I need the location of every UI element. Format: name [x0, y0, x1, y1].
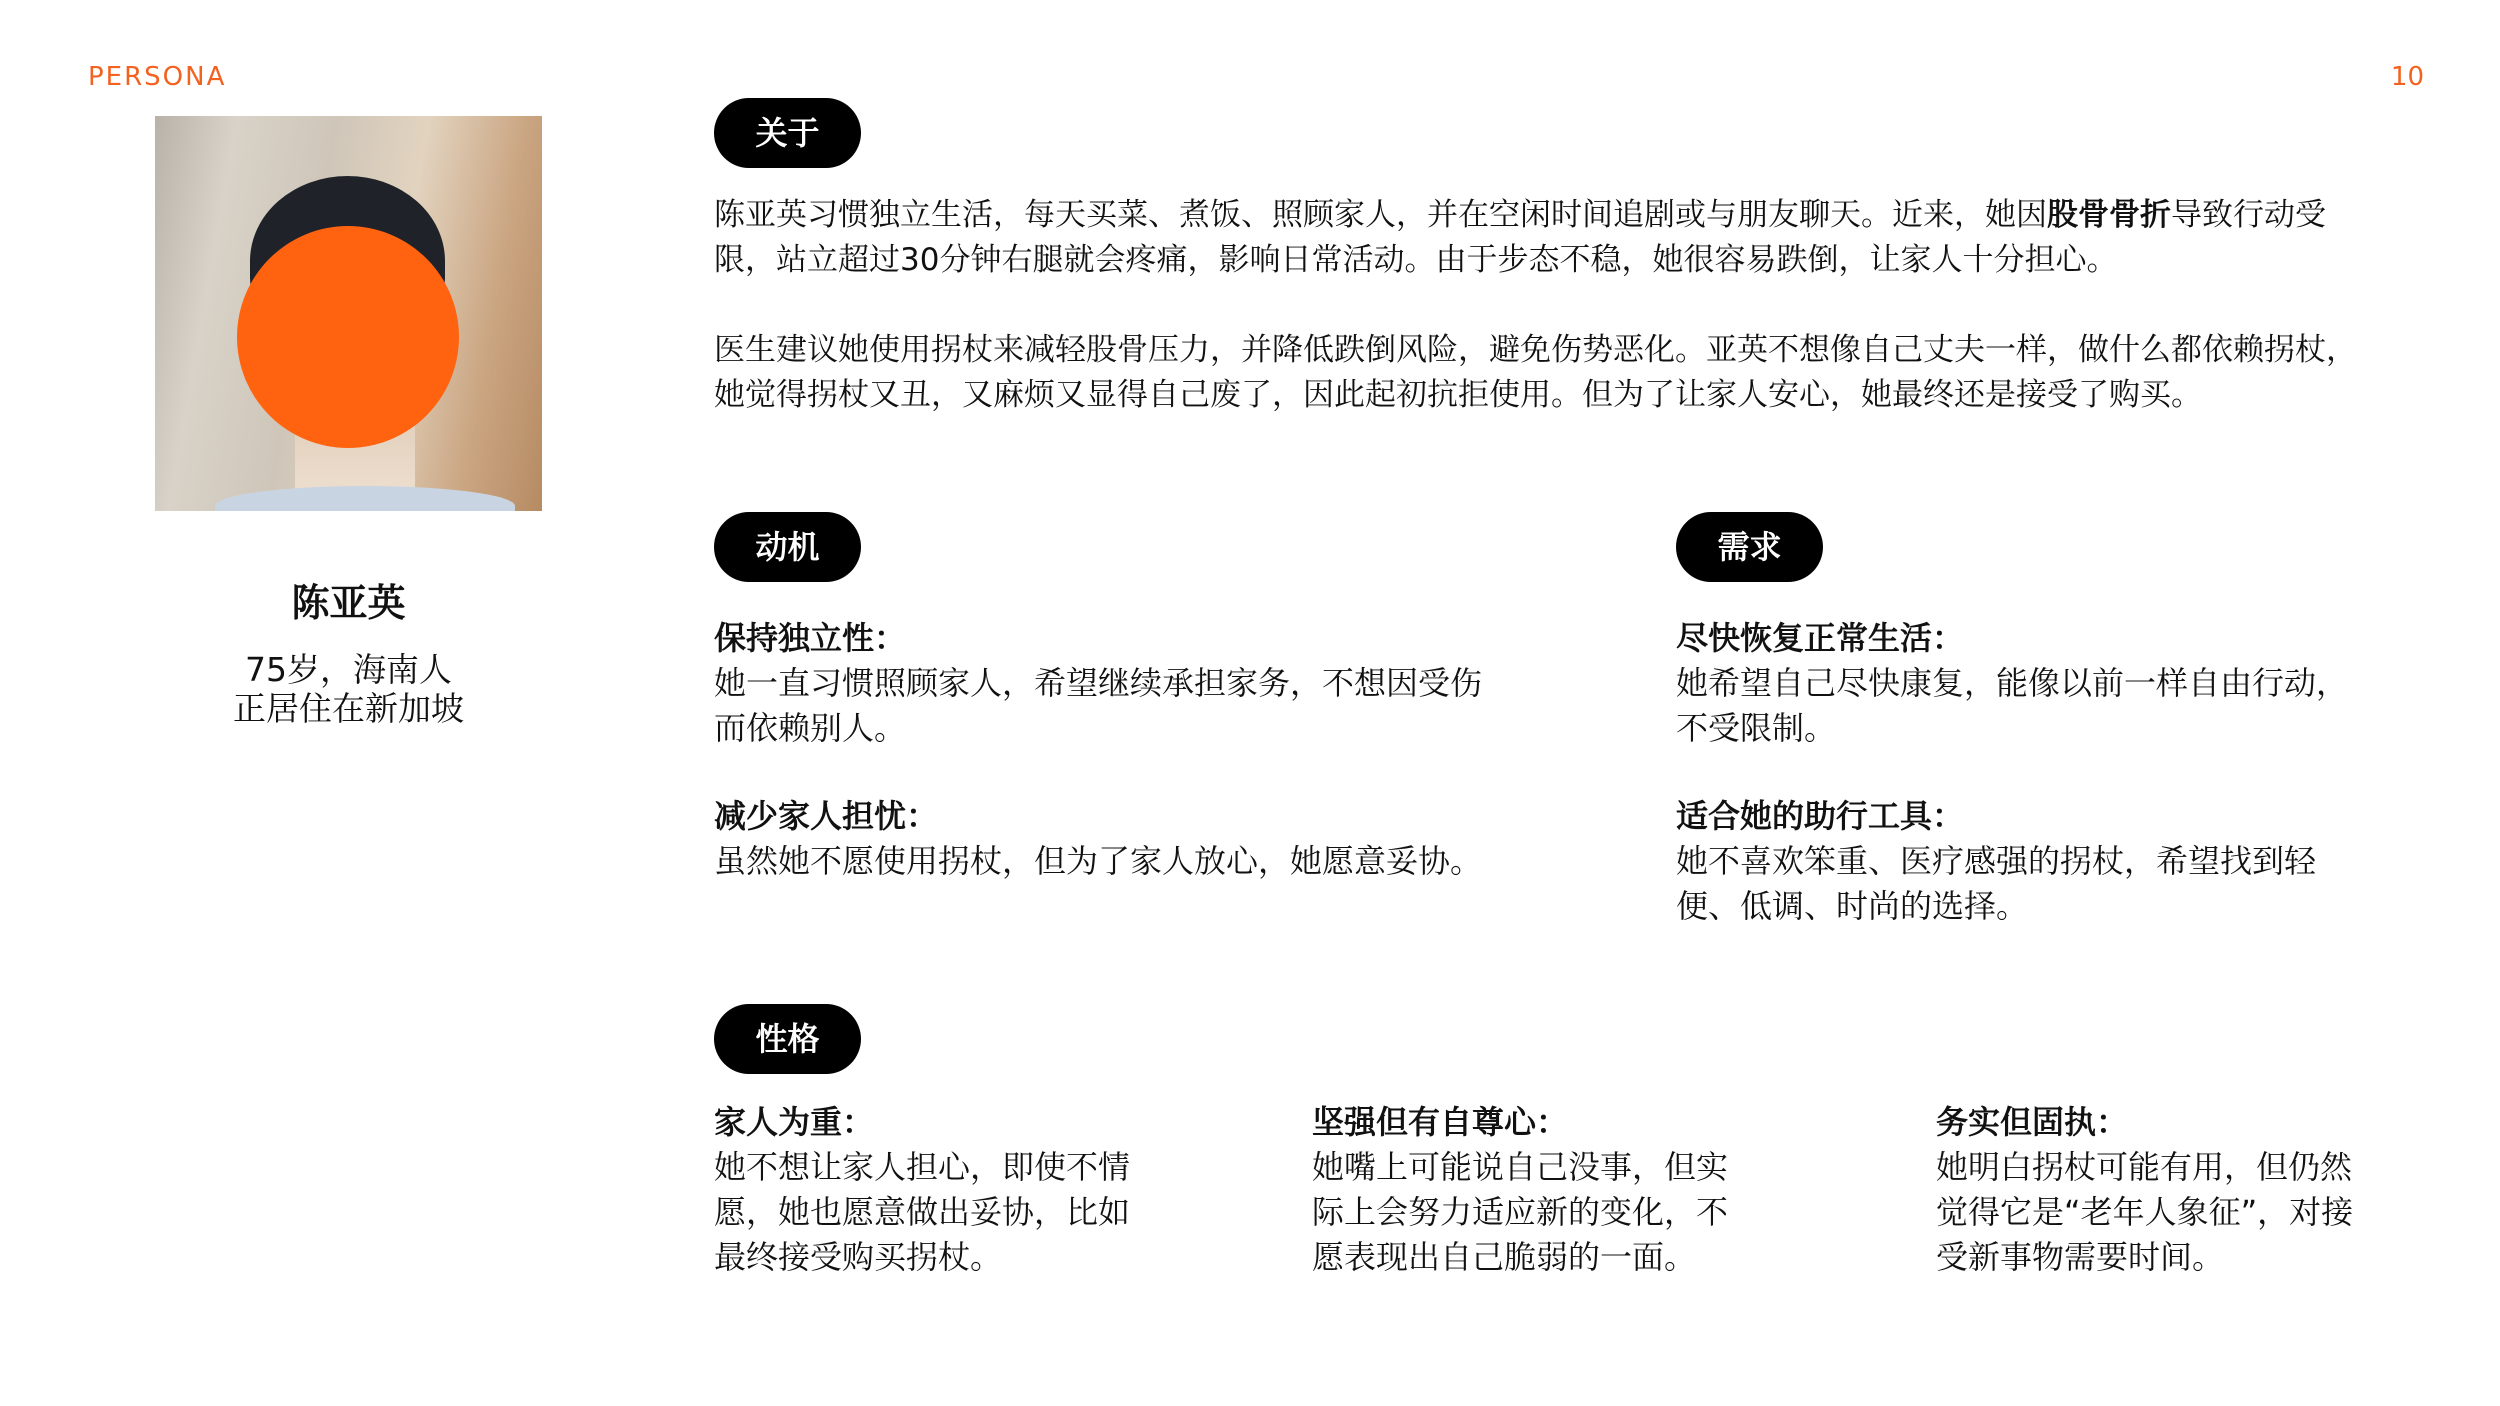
section-pill-personality: 性格 — [714, 1004, 861, 1074]
page-number: 10 — [2390, 62, 2424, 92]
personality-item-title: 坚强但有自尊心： — [1312, 1103, 1569, 1141]
personality-item — [1936, 1100, 2356, 1280]
motivation-item-body: 她一直习惯照顾家人，希望继续承担家务，不想因受伤而依赖别人。 — [714, 664, 1483, 747]
needs-item-title: 尽快恢复正常生活： — [1676, 619, 1965, 657]
motivation-item-title: 减少家人担忧： — [714, 797, 939, 835]
section-pill-needs: 需求 — [1676, 512, 1823, 582]
photo-shoulder — [215, 486, 515, 511]
about-paragraph-1: 陈亚英习惯独立生活，每天买菜、煮饭、照顾家人，并在空闲时间追剧或与朋友聊天。近来，她因股骨骨折导致行动受限，站立超过30分钟右腿就会疼痛，影响日常活动。由于步态不稳，她很容易跌倒，让家人十分担心。 — [714, 197, 2326, 278]
needs-item — [1676, 616, 2376, 751]
section-pill-about: 关于 — [714, 98, 861, 168]
persona-residence: 正居住在新加坡 — [233, 689, 464, 728]
face-mask-circle — [237, 226, 459, 448]
personality-item-body: 她嘴上可能说自己没事，但实际上会努力适应新的变化，不愿表现出自己脆弱的一面。 — [1312, 1148, 1729, 1276]
section-pill-motivation: 动机 — [714, 512, 861, 582]
needs-item-body: 她希望自己尽快康复，能像以前一样自由行动，不受限制。 — [1676, 664, 2349, 747]
needs-item-body: 她不喜欢笨重、医疗感强的拐杖，希望找到轻便、低调、时尚的选择。 — [1676, 842, 2317, 925]
needs-item-title: 适合她的助行工具： — [1676, 797, 1965, 835]
persona-photo — [155, 116, 542, 511]
personality-item — [1312, 1100, 1732, 1280]
personality-item-title: 家人为重： — [714, 1103, 875, 1141]
header-label: PERSONA — [88, 62, 227, 92]
about-paragraph-2: 医生建议她使用拐杖来减轻股骨压力，并降低跌倒风险，避免伤势恶化。亚英不想像自己丈夫一样，做什么都依赖拐杖，她觉得拐杖又丑，又麻烦又显得自己废了，因此起初抗拒使用。但为了让家人安心，她最终还是接受了购买。 — [714, 332, 2357, 413]
motivation-item-body: 虽然她不愿使用拐杖，但为了家人放心，她愿意妥协。 — [714, 842, 1483, 880]
persona-name: 陈亚英 — [291, 581, 406, 625]
about-highlight: 股骨骨折 — [2047, 197, 2171, 233]
personality-item — [714, 1100, 1134, 1280]
personality-item-body: 她不想让家人担心，即使不情愿，她也愿意做出妥协，比如最终接受购买拐杖。 — [714, 1148, 1131, 1276]
personality-item-title: 务实但固执： — [1936, 1103, 2129, 1141]
motivation-item — [714, 794, 1614, 884]
persona-meta — [155, 650, 542, 728]
personality-item-body: 她明白拐杖可能有用，但仍然觉得它是“老年人象征”，对接受新事物需要时间。 — [1936, 1148, 2354, 1276]
motivation-item — [714, 616, 1489, 751]
motivation-item-title: 保持独立性： — [714, 619, 907, 657]
needs-item — [1676, 794, 2376, 929]
persona-age-origin: 75岁，海南人 — [245, 650, 452, 689]
